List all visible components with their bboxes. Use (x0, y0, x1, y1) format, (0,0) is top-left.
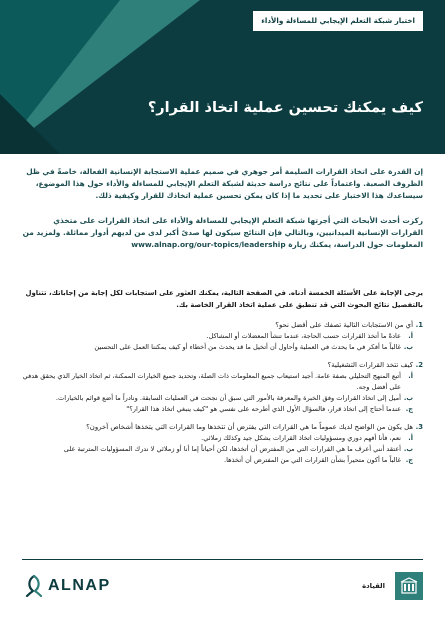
answer-option[interactable] (21, 404, 423, 415)
quiz-instructions: يرجى الإجابة على الأسئلة الخمسة أدناه. في الصفحة التالية، يمكنك العثور على استجابات لكل إجابة من إجاباتك، تتناول بالتفصيل نتائج البحوث التي قد تنطبق على عملية اتخاذ القرار الخاصة بك. (25, 289, 423, 309)
question-2 (21, 360, 423, 415)
option-letter: أ. (408, 434, 413, 442)
series-tag: اختبار شبكة التعلم الإيجابي للمساءلة والأداء (253, 11, 423, 31)
question-text: كيف تتخذ القرارات التشغيلية؟ (327, 361, 413, 369)
intro-paragraph-1: إن القدرة على اتخاذ القرارات السليمة أمر جوهري في صميم عملية الاستجابة الإنسانية الفعالة، خاصةً في ظل الظروف الصعبة. واعتماداً على نتائج دراسة حديثة لشبكة التعلم الإيجابي للمساءلة والأداء حول هذا الموضوع، سيساعدك هذا الاختبار على تحديد ما إذا كان يمكن تحسين عملية اتخاذك للقرار وكيفية ذلك. (26, 167, 423, 201)
option-letter: ب. (403, 343, 413, 351)
leadership-building-icon (395, 572, 423, 600)
option-text: أتبع المنهج التحليلي بصفة عامة. أجيد استيعاب جميع المعلومات ذات الصلة، وتحديد جميع الخيارات الممكنة، ثم اتخاذ الخيار الذي يحقق هدفي على أفضل وجه. (22, 372, 401, 391)
option-letter: ب. (403, 445, 413, 453)
option-text: عادةً ما أتخذ القرارات حسب الحاجة، عندما تنشأ المعضلات أو المشاكل. (206, 332, 401, 340)
answer-option[interactable] (21, 455, 423, 466)
section-indicator (362, 572, 423, 600)
option-text: أميل إلى اتخاذ القرارات وفق الخبرة والمعرفة بالأمور التي سبق أن نجحت في العمليات السابقة. ونادراً ما أضع قوائم بالخيارات. (55, 394, 401, 402)
option-text: غالباً ما أكون متحيراً بشأن القرارات التي من المفترض أن أتخذها. (224, 456, 401, 464)
header-band (0, 0, 445, 154)
option-letter: أ. (408, 372, 413, 380)
answer-option[interactable] (21, 331, 423, 342)
intro-paragraph-2-text: ركزت أحدث الأبحاث التي أجرتها شبكة التعلم الإيجابي للمساءلة والأداء على اتخاذ القرارات على متخذي القرارات الإنسانية الميدانيين، وبالتالي فإن النتائج سيكون لها صدىً أكبر لدى من لديهم أدوار مماثلة. ولمزيد من المعلومات حول الدراسة، يمكنك زيارة (22, 215, 423, 250)
option-text: غالباً ما أفكر في ما يحدث في العملية وأحاول أن أتخيل ما قد يحدث من أخطاء أو كيف يمكننا العمل على التحسين (94, 343, 401, 351)
question-3 (21, 422, 423, 466)
page-title: كيف يمكنك تحسين عملية اتخاذ القرار؟ (147, 100, 423, 116)
question-number: 3. (415, 423, 423, 431)
option-text: نعم، فأنا أفهم دوري ومسؤوليات اتخاذ القرارات بشكل جيد وكذلك زملائي. (201, 434, 401, 442)
decorative-triangle (0, 94, 60, 154)
alnap-logo (24, 575, 111, 597)
option-letter: ج. (405, 456, 413, 464)
alnap-logo-icon (24, 575, 44, 597)
question-number: 1. (415, 321, 423, 329)
option-letter: ب. (403, 394, 413, 402)
answer-option[interactable] (21, 444, 423, 455)
answer-option[interactable] (21, 433, 423, 444)
option-text: أعتقد أنني أعرف ما هي القرارات التي من المفترض أن أتخذها، لكن أحياناً إما أنا أو زملائي لا ندرك المسؤوليات المترتبة على (63, 445, 401, 453)
intro-paragraph-2 (21, 215, 423, 252)
answer-option[interactable] (21, 371, 423, 393)
intro-section (21, 166, 423, 263)
logo-text: ALNAP (48, 577, 111, 594)
footer-divider (22, 559, 423, 560)
option-text: عندما أحتاج إلى اتخاذ قرار، فالسؤال الأول الذي أطرحه على نفسي هو "كيف ينبغي اتخاذ هذا القرار؟" (126, 405, 401, 413)
question-text: أي من الاستجابات التالية تصفك على أفضل نحو؟ (275, 321, 413, 329)
question-number: 2. (415, 361, 423, 369)
answer-option[interactable] (21, 393, 423, 404)
question-1 (21, 320, 423, 353)
section-label: القيادة (362, 582, 385, 590)
option-letter: ج. (405, 405, 413, 413)
question-text: هل يكون من الواضح لديك عموماً ما هي القرارات التي يفترض أن تتخذها وما القرارات التي يتخذها أشخاص آخرون؟ (86, 423, 413, 431)
study-link[interactable]: www.alnap.org/our-topics/leadership (131, 240, 286, 250)
answer-option[interactable] (21, 342, 423, 353)
questions-list (21, 320, 423, 473)
option-letter: أ. (408, 332, 413, 340)
